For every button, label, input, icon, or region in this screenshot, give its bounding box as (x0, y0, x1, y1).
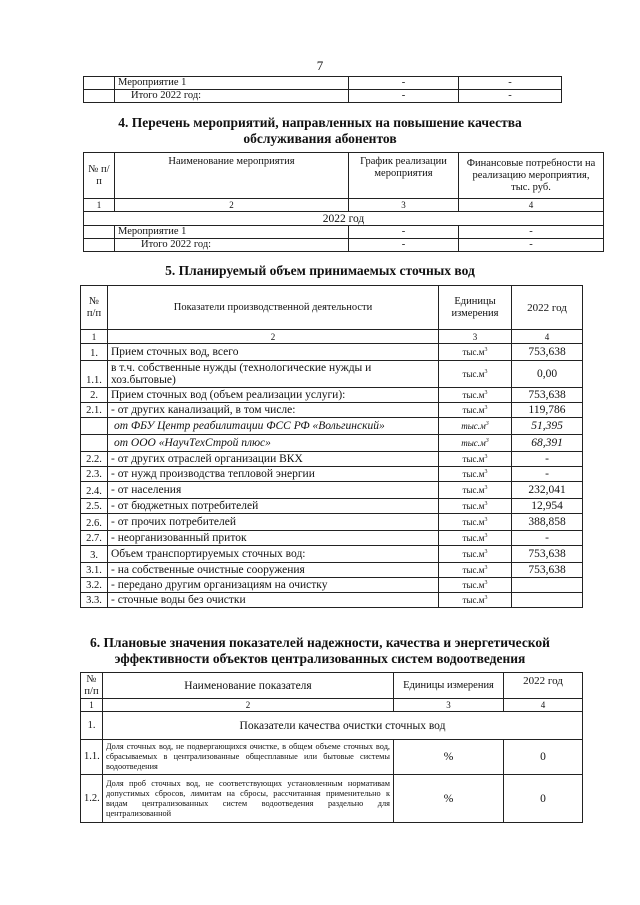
indicator-name: от ООО «НаучТехСтрой плюс» (108, 435, 439, 452)
value-cell: 0 (504, 775, 583, 823)
row-num: 1.2. (81, 775, 103, 823)
unit-label: тыс.м (461, 438, 486, 448)
unit-label: тыс.м (462, 369, 485, 379)
unit-cell: $тыс.м^3$ (439, 344, 512, 361)
value-cell: 51,395 (512, 418, 583, 435)
value-cell: 68,391 (512, 435, 583, 452)
col-number: 3 (439, 330, 512, 344)
col-number: 2 (103, 699, 394, 712)
table-row (81, 499, 583, 514)
indicator-name: - неорганизованный приток (108, 531, 439, 546)
row-num: 3.3. (81, 593, 108, 608)
unit-cell: $тыс.м^3$ (439, 435, 512, 452)
indicator-name: - от бюджетных потребителей (108, 499, 439, 514)
row-num: 2.4. (81, 482, 108, 499)
unit-label: тыс.м (462, 485, 485, 495)
header-unit: Единицы измерения (394, 673, 504, 699)
indicator-name: в т.ч. собственные нужды (технологические нужды и хоз.бытовые) (108, 361, 439, 388)
unit-cell: $тыс.м^3$ (439, 361, 512, 388)
indicator-name: от ФБУ Центр реабилитации ФСС РФ «Вольгинский» (108, 418, 439, 435)
table-row (81, 344, 583, 361)
unit-label: тыс.м (462, 565, 485, 575)
indicator-name: - от населения (108, 482, 439, 499)
row-num: 1. (81, 344, 108, 361)
unit-cell: $тыс.м^3$ (439, 482, 512, 499)
table-row (81, 775, 583, 823)
table-row (84, 77, 562, 90)
unit-cell: $тыс.м^3$ (439, 563, 512, 578)
header-num: № п/п (84, 153, 115, 199)
unit-cell: $тыс.м^3$ (439, 388, 512, 403)
section6-table (80, 672, 583, 823)
table-row (81, 482, 583, 499)
value-cell: 0 (504, 740, 583, 775)
header-row (81, 673, 583, 699)
table-row (81, 403, 583, 418)
col-number: 4 (459, 199, 604, 212)
row-num: 3. (81, 546, 108, 563)
header-indicator: Показатели производственной деятельности (108, 286, 439, 330)
section6-title-line2: эффективности объектов централизованных систем водоотведения (114, 651, 526, 666)
value-cell (512, 578, 583, 593)
row-num: 2.3. (81, 467, 108, 482)
col-number: 4 (512, 330, 583, 344)
row-num: 3.1. (81, 563, 108, 578)
row-num (81, 435, 108, 452)
table-row (81, 418, 583, 435)
row-num: 2.1. (81, 403, 108, 418)
col-number: 1 (84, 199, 115, 212)
indicator-name: - сточные воды без очистки (108, 593, 439, 608)
unit-cell: % (394, 740, 504, 775)
unit-label: тыс.м (462, 595, 485, 605)
value-cell: 388,858 (512, 514, 583, 531)
unit-label: тыс.м (462, 580, 485, 590)
finance-cell: - (459, 77, 562, 90)
header-row (81, 286, 583, 330)
measure-name: Мероприятие 1 (115, 226, 349, 239)
column-number-row (81, 330, 583, 344)
value-cell: 753,638 (512, 344, 583, 361)
unit-label: тыс.м (462, 469, 485, 479)
row-num: 2.5. (81, 499, 108, 514)
unit-cell: $тыс.м^3$ (439, 531, 512, 546)
table-row (81, 531, 583, 546)
header-unit: Единицы измерения (439, 286, 512, 330)
indicator-name: - от других канализаций, в том числе: (108, 403, 439, 418)
unit-label: тыс.м (462, 347, 485, 357)
col-number: 2 (108, 330, 439, 344)
indicator-name: Доля сточных вод, не подвергающихся очистке, в общем объеме сточных вод, сбрасываемых в централизованные общесплавные или бытовые системы водоотведения (103, 740, 394, 775)
row-num: 2.7. (81, 531, 108, 546)
section5-title: 5. Планируемый объем принимаемых сточных вод (165, 263, 475, 278)
section6-title (0, 635, 640, 667)
total-label: Итого 2022 год: (115, 239, 349, 252)
unit-label: тыс.м (462, 533, 485, 543)
col-number: 4 (504, 699, 583, 712)
indicator-name: Прием сточных вод, всего (108, 344, 439, 361)
unit-label: тыс.м (462, 405, 485, 415)
row-num: 1.1. (81, 740, 103, 775)
value-cell: 232,041 (512, 482, 583, 499)
indicator-name: Прием сточных вод (объем реализации услуги): (108, 388, 439, 403)
unit-cell: % (394, 775, 504, 823)
unit-cell: $тыс.м^3$ (439, 499, 512, 514)
section4-title-line2: обслуживания абонентов (243, 131, 397, 146)
table-row (81, 578, 583, 593)
value-cell (512, 593, 583, 608)
table-row (81, 388, 583, 403)
value-cell: - (512, 531, 583, 546)
unit-label: тыс.м (462, 390, 485, 400)
header-num: № п/п (81, 286, 108, 330)
schedule-cell: - (349, 226, 459, 239)
unit-label: тыс.м (462, 501, 485, 511)
value-cell: - (512, 467, 583, 482)
table-row (81, 514, 583, 531)
unit-cell: $тыс.м^3$ (439, 578, 512, 593)
row-num (81, 418, 108, 435)
row-num: 3.2. (81, 578, 108, 593)
table-row (81, 361, 583, 388)
col-number: 1 (81, 699, 103, 712)
measure-name: Мероприятие 1 (115, 77, 349, 90)
schedule-cell: - (349, 239, 459, 252)
row-num: 2. (81, 388, 108, 403)
row-num: 1.1. (81, 361, 108, 388)
table-row (81, 593, 583, 608)
indicator-name: Доля проб сточных вод, не соответствующих установленным нормативам допустимых сбросов, лимитам на сбросы, рассчитанная применительно к видам централизованных систем водоотведения раздельно для централизованной (103, 775, 394, 823)
value-cell: 753,638 (512, 388, 583, 403)
header-row (84, 153, 604, 199)
column-number-row (84, 199, 604, 212)
header-year: 2022 год (512, 286, 583, 330)
unit-cell: $тыс.м^3$ (439, 467, 512, 482)
unit-label: тыс.м (462, 517, 485, 527)
indicator-name: - передано другим организациям на очистку (108, 578, 439, 593)
section4-table (83, 152, 604, 252)
unit-label: тыс.м (461, 421, 486, 431)
value-cell: 0,00 (512, 361, 583, 388)
col-number: 1 (81, 330, 108, 344)
group-row (81, 712, 583, 740)
value-cell: - (512, 452, 583, 467)
unit-cell: $тыс.м^3$ (439, 514, 512, 531)
section6-title-line1: 6. Плановые значения показателей надежности, качества и энергетической (90, 635, 550, 650)
table-row (81, 452, 583, 467)
row-num: 2.2. (81, 452, 108, 467)
schedule-cell: - (349, 90, 459, 103)
section4-title-line1: 4. Перечень мероприятий, направленных на повышение качества (118, 115, 522, 130)
header-schedule: График реализации мероприятия (349, 153, 459, 199)
table-row (81, 563, 583, 578)
value-cell: 119,786 (512, 403, 583, 418)
year-label: 2022 год (84, 212, 604, 226)
finance-cell: - (459, 90, 562, 103)
col-number: 3 (349, 199, 459, 212)
table-row (81, 740, 583, 775)
indicator-name: - от других отраслей организации ВКХ (108, 452, 439, 467)
finance-cell: - (459, 239, 604, 252)
section5-table (80, 285, 583, 608)
total-label: Итого 2022 год: (115, 90, 349, 103)
table-row (81, 467, 583, 482)
schedule-cell: - (349, 77, 459, 90)
group-title: Показатели качества очистки сточных вод (103, 712, 583, 740)
group-num: 1. (81, 712, 103, 740)
row-num: 2.6. (81, 514, 108, 531)
table-row (84, 226, 604, 239)
finance-cell: - (459, 226, 604, 239)
column-number-row (81, 699, 583, 712)
value-cell: 753,638 (512, 546, 583, 563)
unit-cell: $тыс.м^3$ (439, 593, 512, 608)
header-num: № п/п (81, 673, 103, 699)
col-number: 2 (115, 199, 349, 212)
unit-label: тыс.м (462, 549, 485, 559)
unit-cell: $тыс.м^3$ (439, 452, 512, 467)
table-row (81, 435, 583, 452)
section4-title (0, 115, 640, 147)
indicator-name: - на собственные очистные сооружения (108, 563, 439, 578)
page-number: 7 (316, 58, 324, 73)
year-row (84, 212, 604, 226)
table-row (84, 239, 604, 252)
header-name: Наименование мероприятия (115, 153, 349, 199)
unit-cell: $тыс.м^3$ (439, 403, 512, 418)
indicator-name: Объем транспортируемых сточных вод: (108, 546, 439, 563)
table-row (84, 90, 562, 103)
indicator-name: - от прочих потребителей (108, 514, 439, 531)
top-continuation-table (83, 76, 562, 103)
unit-cell: $тыс.м^3$ (439, 418, 512, 435)
indicator-name: - от нужд производства тепловой энергии (108, 467, 439, 482)
header-name: Наименование показателя (103, 673, 394, 699)
unit-label: тыс.м (462, 454, 485, 464)
table-row (81, 546, 583, 563)
value-cell: 12,954 (512, 499, 583, 514)
header-finance: Финансовые потребности на реализацию мероприятия, тыс. руб. (459, 153, 604, 199)
unit-cell: $тыс.м^3$ (439, 546, 512, 563)
col-number: 3 (394, 699, 504, 712)
value-cell: 753,638 (512, 563, 583, 578)
header-year: 2022 год (504, 673, 583, 699)
